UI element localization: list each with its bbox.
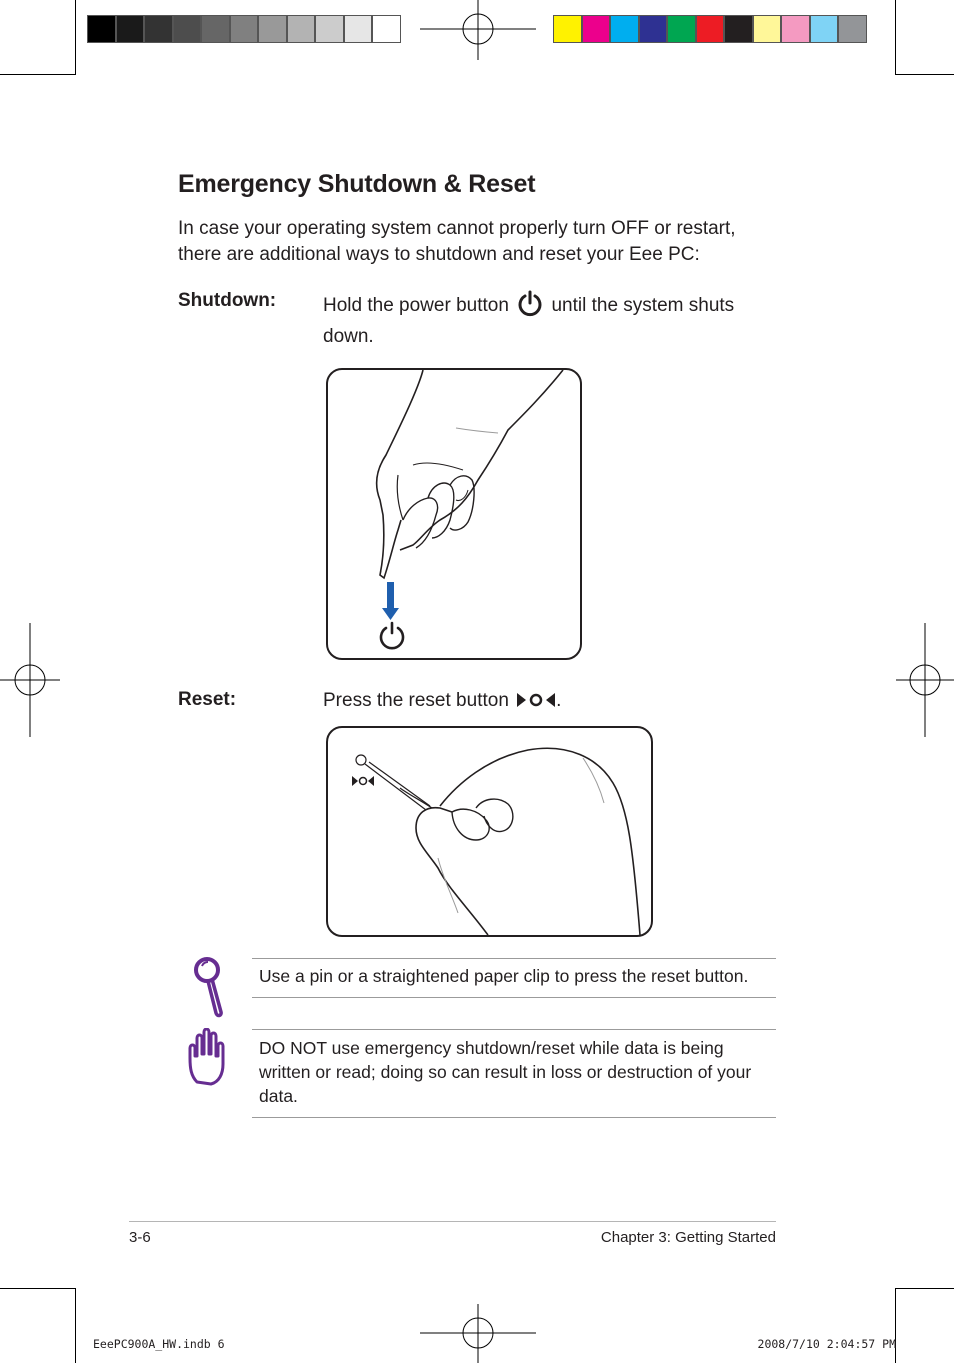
note-2-bottom-rule xyxy=(252,1117,776,1118)
page-title: Emergency Shutdown & Reset xyxy=(178,170,536,198)
calibration-swatch xyxy=(696,15,725,43)
magnifier-note-icon xyxy=(190,954,230,1018)
footer-page-number: 3-6 xyxy=(129,1229,151,1246)
shutdown-text-after: until the system shuts down. xyxy=(323,295,735,347)
shutdown-text-before: Hold the power button xyxy=(323,295,509,316)
calibration-swatch xyxy=(810,15,839,43)
calibration-swatch xyxy=(116,15,145,43)
calibration-swatch xyxy=(344,15,373,43)
footer-chapter: Chapter 3: Getting Started xyxy=(600,1229,776,1246)
note-1-text: Use a pin or a straightened paper clip to press the reset button. xyxy=(259,966,749,986)
calibration-swatch xyxy=(781,15,810,43)
shutdown-illustration xyxy=(326,368,582,660)
calibration-swatch xyxy=(287,15,316,43)
reset-icon xyxy=(516,691,556,709)
calibration-swatch xyxy=(173,15,202,43)
calibration-swatch xyxy=(753,15,782,43)
slug-timestamp: 2008/7/10 2:04:57 PM xyxy=(757,1337,896,1351)
calibration-swatch xyxy=(372,15,401,43)
calibration-swatch xyxy=(667,15,696,43)
intro-paragraph: In case your operating system cannot properly turn OFF or restart, there are additional ways to shutdown and reset your Eee PC: xyxy=(178,218,736,265)
calibration-swatch xyxy=(230,15,259,43)
reset-text-after: . xyxy=(556,690,562,711)
shutdown-label: Shutdown: xyxy=(178,290,277,311)
calibration-swatch xyxy=(582,15,611,43)
footer-rule xyxy=(129,1221,776,1222)
calibration-swatch xyxy=(553,15,582,43)
reset-text-before: Press the reset button xyxy=(323,690,509,711)
registration-target-left xyxy=(0,623,60,737)
note-2-text: DO NOT use emergency shutdown/reset while data is being written or read; doing so can result in loss or destruction of your data. xyxy=(259,1038,752,1106)
note-1-top-rule xyxy=(252,958,776,959)
power-icon xyxy=(516,290,544,318)
hand-pressing-power-illustration xyxy=(328,370,580,658)
reset-label: Reset: xyxy=(178,689,237,710)
registration-target-right xyxy=(896,623,954,737)
calibration-swatch xyxy=(201,15,230,43)
reset-instruction xyxy=(323,688,773,714)
registration-target-bottom xyxy=(420,1304,536,1363)
calibration-swatch xyxy=(258,15,287,43)
calibration-swatch xyxy=(639,15,668,43)
calibration-swatch xyxy=(315,15,344,43)
calibration-swatch xyxy=(724,15,753,43)
calibration-swatch xyxy=(87,15,116,43)
slug-file: EeePC900A_HW.indb 6 xyxy=(93,1337,225,1351)
shutdown-instruction xyxy=(323,290,773,352)
note-1-bottom-rule xyxy=(252,997,776,998)
hand-warning-icon xyxy=(187,1028,225,1088)
calibration-swatch xyxy=(610,15,639,43)
hand-with-pin-illustration xyxy=(328,728,651,935)
note-2-top-rule xyxy=(252,1029,776,1030)
reset-illustration xyxy=(326,726,653,937)
calibration-swatch xyxy=(838,15,867,43)
registration-target-top xyxy=(420,0,536,60)
calibration-swatch xyxy=(144,15,173,43)
